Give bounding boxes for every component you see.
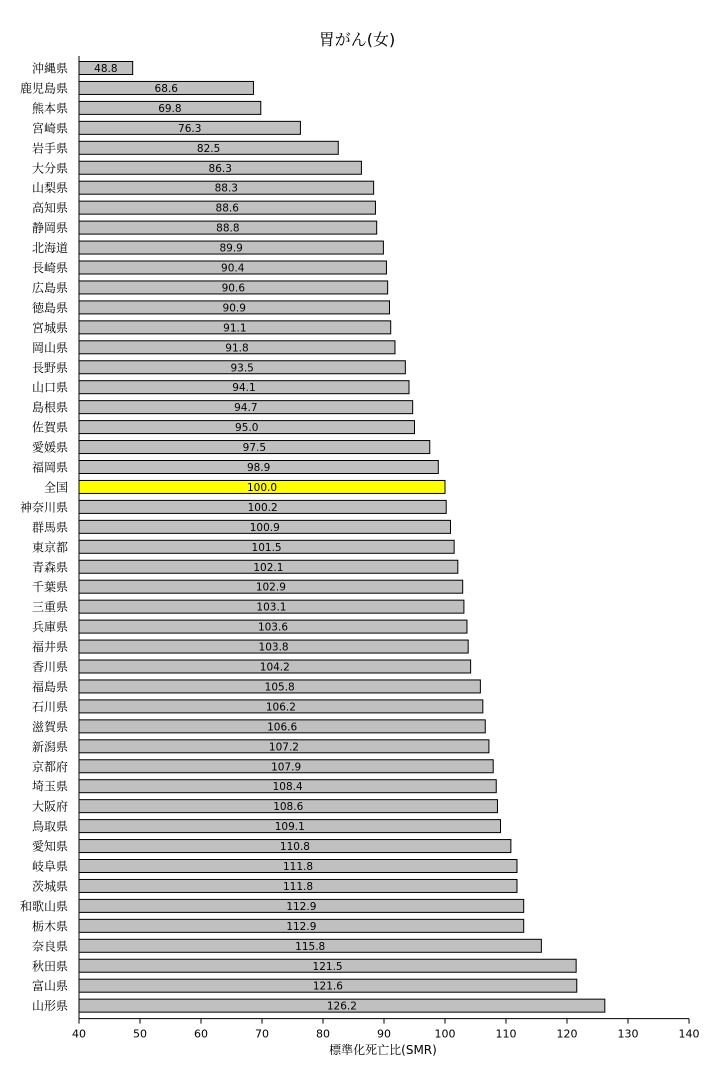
x-axis-label: 標準化死亡比(SMR) (329, 1043, 437, 1057)
value-label: 111.8 (282, 861, 314, 873)
category-label: 沖縄県 (31, 61, 68, 76)
value-label: 88.8 (216, 222, 240, 235)
x-tick-label: 40 (72, 1027, 86, 1041)
value-label: 91.8 (225, 342, 249, 355)
category-label: 新潟県 (31, 739, 68, 754)
value-label: 108.6 (273, 801, 304, 814)
category-label: 福井県 (31, 640, 68, 655)
category-label: 徳島県 (31, 300, 68, 315)
category-label: 福島県 (31, 679, 68, 694)
value-label: 108.4 (272, 781, 303, 794)
category-label: 神奈川県 (19, 500, 68, 515)
value-label: 93.5 (230, 362, 254, 375)
category-label: 滋賀県 (31, 719, 68, 734)
value-label: 103.1 (256, 601, 287, 614)
value-label: 106.2 (265, 701, 296, 714)
category-label: 京都府 (31, 759, 68, 774)
value-label: 110.8 (279, 841, 310, 854)
value-label: 98.9 (246, 462, 271, 474)
value-label: 89.9 (219, 242, 243, 255)
category-label: 千葉県 (31, 580, 68, 595)
value-label: 103.6 (257, 621, 289, 634)
category-label: 福岡県 (31, 460, 68, 475)
value-label: 97.5 (242, 442, 267, 455)
category-label: 栃木県 (31, 919, 68, 934)
x-tick-label: 70 (255, 1027, 269, 1041)
value-label: 100.9 (249, 521, 280, 534)
category-label: 東京都 (31, 540, 68, 555)
category-label: 佐賀県 (31, 420, 68, 435)
value-label: 104.2 (259, 661, 290, 674)
value-label: 107.9 (271, 761, 302, 774)
category-label: 島根県 (31, 400, 68, 415)
category-label: 香川県 (31, 660, 68, 674)
category-label: 熊本県 (31, 101, 68, 116)
value-label: 112.9 (286, 900, 317, 913)
value-label: 68.6 (154, 82, 178, 95)
category-label: 宮崎県 (31, 121, 68, 136)
category-label: 北海道 (31, 241, 68, 256)
category-label: 石川県 (31, 699, 68, 714)
x-tick-label: 100 (434, 1027, 456, 1041)
value-label: 111.8 (282, 880, 314, 893)
value-label: 88.6 (215, 202, 239, 215)
category-label: 和歌山県 (19, 899, 68, 914)
value-label: 94.7 (234, 402, 258, 415)
x-tick-label: 140 (678, 1027, 700, 1041)
value-label: 102.9 (255, 581, 286, 594)
category-label: 山形県 (31, 999, 68, 1014)
value-label: 91.1 (223, 322, 247, 335)
category-label: 三重県 (31, 600, 68, 615)
value-label: 90.4 (221, 262, 245, 275)
category-label: 大阪府 (31, 799, 68, 814)
category-label: 長野県 (31, 360, 68, 375)
x-tick-label: 130 (617, 1027, 639, 1041)
x-tick-label: 90 (377, 1027, 391, 1041)
category-label: 静岡県 (31, 221, 68, 236)
x-tick-label: 110 (495, 1027, 517, 1041)
category-label: 富山県 (31, 979, 68, 994)
value-label: 101.5 (251, 541, 282, 554)
value-label: 86.3 (208, 162, 232, 175)
value-label: 100.2 (247, 501, 278, 514)
category-label: 埼玉県 (31, 779, 68, 794)
category-label: 山梨県 (31, 181, 68, 196)
category-label: 青森県 (31, 560, 68, 575)
bars-layer (20, 61, 605, 1014)
value-label: 90.6 (221, 282, 246, 295)
category-label: 群馬県 (31, 520, 68, 535)
category-label: 兵庫県 (31, 620, 68, 635)
x-tick-label: 120 (556, 1027, 578, 1041)
category-label: 愛媛県 (31, 440, 68, 455)
category-label: 大分県 (31, 161, 68, 176)
category-label: 鹿児島県 (19, 81, 68, 96)
value-label: 48.8 (94, 63, 118, 75)
category-label: 高知県 (31, 201, 68, 216)
category-label: 宮城県 (31, 320, 68, 335)
value-label: 126.2 (326, 1000, 357, 1013)
category-label: 愛知県 (31, 839, 68, 854)
value-label: 106.6 (267, 721, 298, 734)
value-label: 121.5 (312, 960, 343, 973)
value-label: 69.8 (158, 102, 182, 115)
value-label: 94.1 (232, 382, 256, 395)
x-tick-label: 50 (133, 1027, 147, 1041)
chart-title: 胃がん(女) (318, 30, 396, 49)
value-label: 109.1 (274, 821, 305, 834)
value-label: 90.9 (222, 302, 246, 315)
value-label: 88.3 (214, 182, 239, 195)
category-label: 岩手県 (31, 141, 68, 156)
value-label: 102.1 (253, 561, 284, 574)
category-label: 奈良県 (31, 939, 68, 954)
value-label: 121.6 (312, 980, 343, 993)
category-label: 岡山県 (31, 340, 68, 355)
category-label: 茨城県 (31, 879, 68, 894)
value-label: 103.8 (258, 641, 289, 654)
x-tick-label: 80 (316, 1027, 330, 1041)
value-label: 107.2 (268, 741, 299, 754)
category-label: 長崎県 (31, 261, 68, 275)
value-label: 95.0 (235, 422, 259, 435)
category-label: 全国 (43, 480, 68, 495)
category-label: 秋田県 (31, 959, 68, 974)
value-label: 112.9 (286, 920, 317, 933)
value-label: 115.8 (295, 940, 326, 953)
value-label: 76.3 (178, 122, 202, 135)
value-label: 105.8 (264, 681, 295, 694)
category-label: 山口県 (31, 380, 68, 395)
value-label: 100.0 (246, 481, 278, 494)
category-label: 鳥取県 (31, 819, 68, 834)
value-label: 82.5 (196, 142, 221, 155)
x-tick-label: 60 (194, 1027, 208, 1041)
category-label: 広島県 (31, 280, 68, 295)
category-label: 岐阜県 (31, 859, 68, 874)
